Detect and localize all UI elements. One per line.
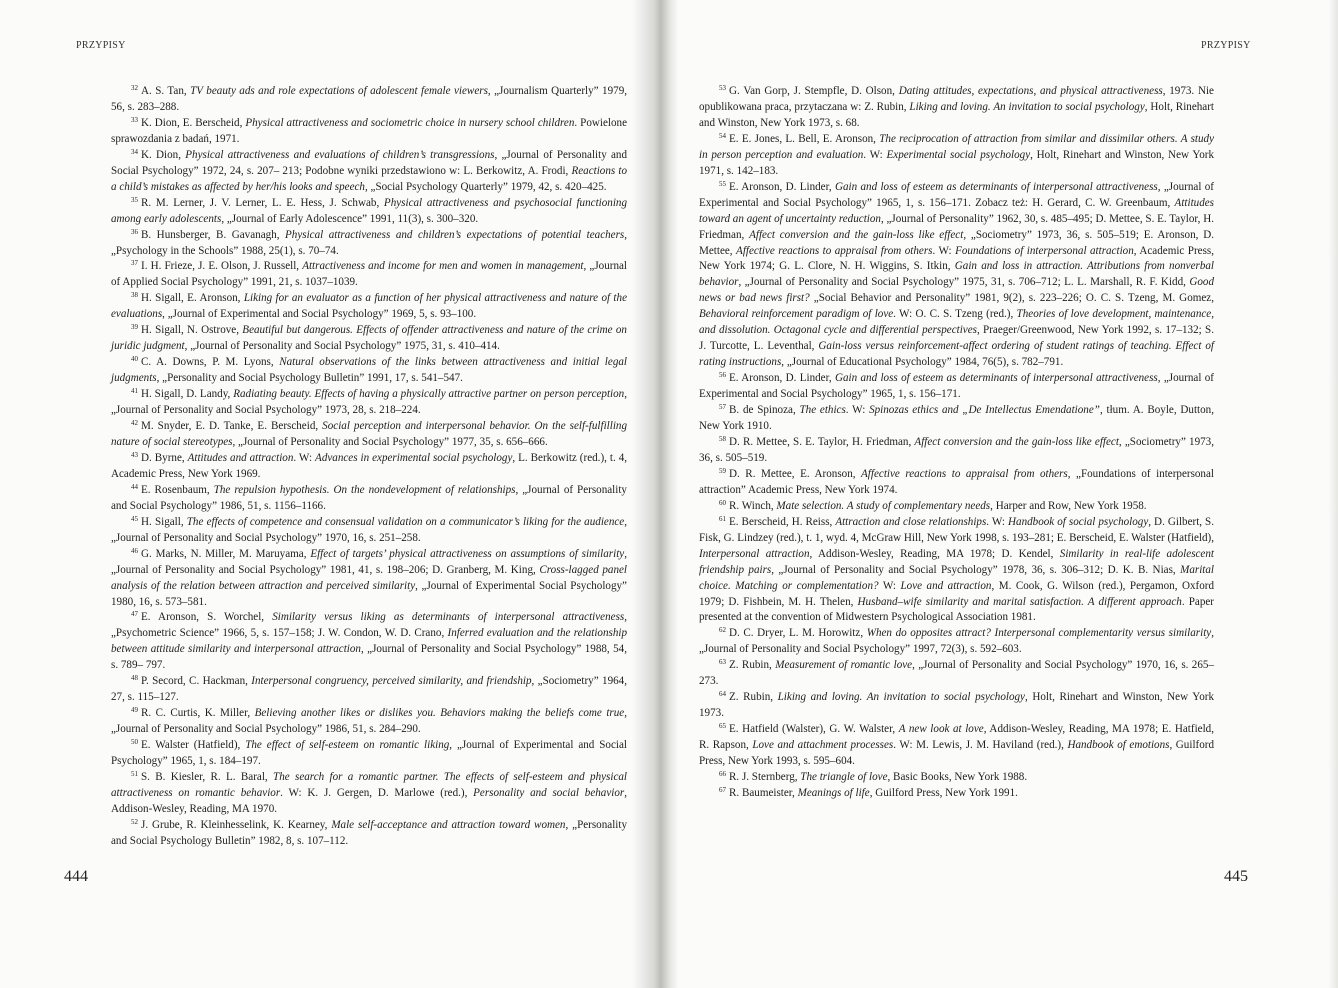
footnote-title: Advances in experimental social psychology <box>315 451 513 464</box>
page-number-left: 444 <box>64 868 88 885</box>
footnote-text: . Powielone sprawozdania z badań, 1971. <box>111 116 627 145</box>
footnote-text: , tłum. A. Boyle, Dutton, New York 1910. <box>699 404 1214 433</box>
footnote <box>699 770 1214 786</box>
footnote <box>699 722 1214 770</box>
footnote-number: 39 <box>131 323 138 332</box>
footnote-text: G. Van Gorp, J. Stempfle, D. Olson, <box>729 85 899 97</box>
footnote-text: , „Journal of Experimental and Social Psychology” 1965, 1, s. 156–171. Zobacz też: H. Gerard, C. W. Greenbaum, <box>699 180 1215 209</box>
footnote-number: 48 <box>131 674 138 683</box>
footnote <box>111 483 627 515</box>
footnote-title: Affective reactions to appraisal from others <box>861 467 1068 480</box>
footnote-title: Believing another likes or dislikes you. Behaviors making the beliefs come true <box>254 707 625 720</box>
footnote-text: , Harper and Row, New York 1958. <box>990 499 1147 512</box>
footnote-text: H. Sigall, E. Aronson, <box>141 292 244 305</box>
footnote <box>111 84 627 116</box>
footnote <box>111 387 627 419</box>
footnote-title: Foundations of interpersonal attraction <box>955 244 1134 257</box>
footnote-title: When do opposites attract? Interpersonal complementarity versus similarity <box>866 627 1212 640</box>
footnote-number: 57 <box>719 403 726 412</box>
footnote-title: Physical attractiveness and sociometric choice in nursery school children <box>245 116 575 129</box>
footnote-number: 65 <box>719 722 726 731</box>
footnote <box>699 786 1214 802</box>
footnote-number: 36 <box>131 227 138 236</box>
footnote <box>699 499 1214 515</box>
footnote-text: . W: <box>293 451 316 464</box>
running-head-left: PRZYPISY <box>76 40 126 51</box>
footnote-text: D. R. Mettee, S. E. Taylor, H. Friedman, <box>729 435 915 448</box>
footnote-number: 37 <box>131 259 138 268</box>
footnote <box>111 116 627 148</box>
footnote-text: , Holt, Rinehart and Winston, New York 1971, s. 142–183. <box>699 148 1215 177</box>
footnote-text: Z. Rubin, <box>729 659 776 672</box>
footnote-title: Theories of love development, maintenance, and dissolution. Octagonal cycle and differential perspectives <box>699 308 1214 337</box>
footnote-title: Experimental social psychology <box>886 148 1031 161</box>
footnote-number: 50 <box>131 738 138 747</box>
footnote-number: 46 <box>131 546 138 555</box>
footnote-title: Love and attachment processes <box>752 739 894 752</box>
footnote-number: 63 <box>719 658 726 667</box>
footnote-title: Spinozas ethics and „De Intellectus Emendatione” <box>869 404 1100 417</box>
footnote-title: Measurement of romantic love <box>775 659 913 672</box>
footnote-title: Physical attractiveness and evaluations of children’s transgressions <box>185 148 495 161</box>
footnote-text: , Addison-Wesley, Reading, MA 1978; E. Hatfield, R. Rapson, <box>699 723 1214 752</box>
footnote-text: , „Foundations of interpersonal attraction” Academic Press, New York 1974. <box>699 467 1214 496</box>
footnote-text: . W: O. C. S. Tzeng (red.), <box>893 308 1017 321</box>
footnote-text: K. Dion, <box>141 148 186 161</box>
footnote-text: E. Rosenbaum, <box>141 483 214 496</box>
footnote-title: Male self-acceptance and attraction toward women <box>331 818 566 831</box>
footnote-number: 55 <box>719 179 726 188</box>
footnote-text: , „Journal of Experimental Social Psychology” 1980, 16, s. 573–581. <box>111 579 627 608</box>
footnote-text: , „Journal of Personality” 1962, 30, s. 485–495; D. Mettee, S. E. Taylor, H. Friedman, <box>699 212 1214 241</box>
footnote-text: , M. Cook, G. Wilson (red.), Pergamon, Oxford 1979; D. Fishbein, M. H. Thelen, <box>699 579 1214 608</box>
page-edge <box>1328 0 1338 988</box>
footnote <box>699 435 1214 467</box>
footnote-text: E. Hatfield (Walster), G. W. Walster, <box>729 723 899 736</box>
footnote-number: 56 <box>719 371 726 380</box>
footnote-title: A new look at love <box>898 723 984 736</box>
footnote-title: Cross-lagged panel analysis of the relation between attraction and perceived similarity <box>111 563 628 592</box>
footnote-text: R. J. Sternberg, <box>729 770 801 783</box>
footnote-text: D. R. Mettee, E. Aronson, <box>729 467 862 480</box>
footnote-number: 38 <box>131 291 138 300</box>
footnote-number: 67 <box>719 785 726 794</box>
footnote-number: 40 <box>131 355 138 364</box>
footnote <box>699 658 1214 690</box>
footnote-title: Liking and loving. An invitation to social psychology <box>777 691 1025 704</box>
footnote-number: 54 <box>719 131 726 140</box>
footnote-text: , „Journal of Personality and Social Psychology” 1977, 35, s. 656–666. <box>232 435 548 448</box>
footnote-title: The repulsion hypothesis. On the nondevelopment of relationships <box>213 483 516 496</box>
footnote-text: , Basic Books, New York 1988. <box>887 770 1028 783</box>
footnote-text: , „Sociometry” 1964, 27, s. 115–127. <box>111 675 627 704</box>
footnote-title: Beautiful but dangerous. Effects of offender attractiveness and nature of the crime on juridic judgment <box>111 324 627 353</box>
footnote-text: , Addison-Wesley, Reading, MA 1978; D. Kendel, <box>809 547 1060 560</box>
footnote-text: H. Sigall, N. Ostrove, <box>141 324 243 337</box>
footnote-text: . W: K. J. Gergen, D. Marlowe (red.), <box>280 786 474 799</box>
footnote-text: M. Snyder, E. D. Tanke, E. Berscheid, <box>141 420 323 433</box>
footnote-title: Gain and loss of esteem as determinants of interpersonal attractiveness <box>834 180 1158 193</box>
footnote-text: , „Journal of Personality and Social Psychology” 1981, 41, s. 198–206; D. Granberg, M. King, <box>111 547 627 576</box>
footnote-text: G. Marks, N. Miller, M. Maruyama, <box>141 547 311 560</box>
footnote-title: Marital choice. Matching or complementation? <box>699 563 1214 592</box>
footnote-text: E. Aronson, D. Linder, <box>729 372 835 385</box>
footnote-text: H. Sigall, <box>141 515 187 528</box>
footnote <box>111 610 627 674</box>
footnote-title: Gain and loss of esteem as determinants of interpersonal attractiveness <box>834 372 1158 385</box>
footnote-number: 62 <box>719 626 726 635</box>
footnote-text: , „Personality and Social Psychology Bulletin” 1991, 17, s. 541–547. <box>156 372 463 385</box>
footnote-number: 51 <box>131 769 138 778</box>
footnote-text: , „Journal of Personality and Social Psychology” 1986, 51, s. 1156–1166. <box>111 483 627 512</box>
footnote-title: Handbook of emotions <box>1067 739 1170 752</box>
footnote-text: , „Journal of Early Adolescence” 1991, 11(3), s. 300–320. <box>221 212 479 225</box>
footnote-title: Meanings of life <box>797 786 870 799</box>
footnote <box>699 180 1214 371</box>
footnote-number: 53 <box>719 84 726 92</box>
footnote-number: 42 <box>131 419 138 428</box>
footnote-text: B. de Spinoza, <box>729 404 800 417</box>
footnote-title: TV beauty ads and role expectations of adolescent female viewers <box>190 85 488 97</box>
footnotes-left <box>111 84 627 850</box>
footnote <box>699 515 1214 627</box>
footnote-title: Natural observations of the links between attractiveness and initial legal judgments <box>111 356 627 385</box>
footnote <box>699 690 1214 722</box>
footnote-title: Behavioral reinforcement paradigm of love <box>699 308 894 321</box>
footnote-title: The effects of competence and consensual validation on a communicator’s liking for the audience <box>186 515 625 528</box>
footnote-text: , „Social Psychology Quarterly” 1979, 42, s. 420–425. <box>364 180 607 193</box>
left-page <box>0 0 652 988</box>
footnote-title: Social perception and interpersonal behavior. On the self-fulfilling nature of social stereotypes <box>111 420 627 448</box>
footnote-text: E. Aronson, S. Worchel, <box>141 611 273 624</box>
footnote-number: 34 <box>131 147 138 156</box>
footnote-text: , 1973. Nie opublikowana praca, przytaczana w: Z. Rubin, <box>699 85 1214 113</box>
footnote-title: Liking and loving. An invitation to social psychology <box>909 100 1145 113</box>
footnote <box>699 626 1214 658</box>
footnote-text: . W: <box>932 244 956 257</box>
footnote-text: , „Journal of Personality and Social Psychology” 1975, 31, s. 706–712; L. L. Marshall, R. F. Kidd, <box>738 276 1190 289</box>
footnote <box>111 770 627 818</box>
footnote-text: , Praeger/Greenwood, New York 1992, s. 17–132; S. J. Turcotte, L. Leventhal, <box>699 324 1214 353</box>
footnote-number: 58 <box>719 434 726 443</box>
footnote-text: A. S. Tan, <box>141 85 191 97</box>
footnote <box>111 148 627 196</box>
footnote-text: , „Personality and Social Psychology Bulletin” 1982, 8, s. 107–112. <box>111 818 627 847</box>
footnote-number: 49 <box>131 706 138 715</box>
footnote <box>699 403 1214 435</box>
footnote <box>111 419 627 451</box>
footnote-title: Gain and loss in attraction. Attributions from nonverbal behavior <box>699 260 1214 289</box>
footnote-title: Attitudes toward an agent of uncertainty reduction <box>699 196 1214 225</box>
footnote-text: E. E. Jones, L. Bell, E. Aronson, <box>729 132 880 145</box>
footnote-text: W: <box>878 579 901 592</box>
footnote-title: Interpersonal attraction <box>699 547 810 560</box>
footnote-number: 64 <box>719 690 726 699</box>
footnote-title: Affect conversion and the gain-loss like effect <box>914 435 1119 448</box>
footnote-title: Good news or bad news first? <box>699 276 1214 305</box>
footnote-text: , „Journal of Personality and Social Psychology” 1997, 72(3), s. 592–603. <box>699 627 1214 656</box>
footnote-title: Gain-loss versus reinforcement-affect ordering of student ratings of teaching. Effect of rating instructions <box>699 340 1214 369</box>
footnote-text: B. Hunsberger, B. Gavanagh, <box>141 228 285 241</box>
footnote-title: Radiating beauty. Effects of having a physically attractive partner on person perception <box>233 388 625 401</box>
page-number-right: 445 <box>1224 868 1248 885</box>
footnote-title: Physical attractiveness and psychosocial functioning among early adolescents <box>111 196 627 225</box>
footnote-title: Handbook of social psychology <box>1008 515 1149 528</box>
footnote-title: Affect conversion and the gain-loss like effect <box>749 228 964 241</box>
footnote-title: The triangle of love <box>800 770 888 783</box>
footnote-text: R. M. Lerner, J. V. Lerner, L. E. Hess, J. Schwab, <box>141 196 384 209</box>
footnote-title: Inferred evaluation and the relationship between attitude similarity and interpersonal attraction <box>111 627 627 656</box>
footnote-text: , Academic Press, New York 1974; G. L. Clore, N. H. Wiggins, S. Itkin, <box>699 244 1214 273</box>
footnote-text: P. Secord, C. Hackman, <box>141 675 252 688</box>
footnote-title: Husband–wife similarity and marital satisfaction. A different approach <box>857 595 1182 608</box>
footnote-title: Effect of targets’ physical attractiveness on assumptions of similarity <box>310 547 625 560</box>
footnote-text: , „Journal of Experimental and Social Psychology” 1969, 5, s. 93–100. <box>162 308 477 321</box>
footnote-title: Dating attitudes, expectations, and physical attractiveness <box>898 85 1163 97</box>
running-head-right: PRZYPISY <box>1201 40 1251 51</box>
footnote-text: I. H. Frieze, J. E. Olson, J. Russell, <box>141 260 303 273</box>
footnote-text: , „Journal of Educational Psychology” 1984, 76(5), s. 782–791. <box>781 356 1064 369</box>
footnote-text: R. C. Curtis, K. Miller, <box>141 707 255 720</box>
footnote-text: . W: M. Lewis, J. M. Haviland (red.), <box>893 739 1068 752</box>
footnote-number: 33 <box>131 115 138 124</box>
footnote <box>699 132 1214 180</box>
footnote-text: S. B. Kiesler, R. L. Baral, <box>141 770 274 783</box>
footnote-number: 44 <box>131 482 138 491</box>
footnote-number: 66 <box>719 769 726 778</box>
footnote-text: , L. Berkowitz (red.), t. 4, Academic Press, New York 1969. <box>111 451 628 480</box>
footnote-number: 43 <box>131 450 138 459</box>
footnote-text: „Social Behavior and Personality” 1981, 9(2), s. 223–226; O. C. S. Tzeng, M. Gomez, <box>809 292 1214 305</box>
footnote <box>111 196 627 228</box>
footnote <box>699 371 1214 403</box>
footnote-text: , „Sociometry” 1973, 36, s. 505–519; E. Aronson, D. Mettee, <box>699 228 1214 257</box>
footnote-number: 59 <box>719 466 726 475</box>
footnote <box>111 515 627 547</box>
footnote-text: . Paper presented at the convention of Midwestern Psychological Association 1981. <box>699 595 1215 624</box>
footnote-title: Liking for an evaluator as a function of her physical attractiveness and nature of the evaluations <box>111 292 627 321</box>
footnote-text: , Addison-Wesley, Reading, MA 1970. <box>111 786 627 815</box>
footnote-text: , „Journal of Experimental and Social Psychology” 1965, 1, s. 156–171. <box>699 372 1215 401</box>
footnote-text: , „Journal of Personality and Social Psychology” 1970, 16, s. 251–258. <box>111 515 627 544</box>
footnote-text: , „Psychometric Science” 1966, 5, s. 157–158; J. W. Condon, W. D. Crano, <box>111 611 627 640</box>
footnote-text: Z. Rubin, <box>729 691 778 704</box>
footnote <box>111 547 627 611</box>
footnote-title: Affective reactions to appraisal from others <box>736 244 933 257</box>
footnote-number: 45 <box>131 514 138 523</box>
footnote <box>111 323 627 355</box>
footnote-text: D. C. Dryer, L. M. Horowitz, <box>729 627 867 640</box>
footnote-text: , Guilford Press, New York 1993, s. 595–604. <box>699 739 1215 768</box>
footnote-text: , D. Gilbert, S. Fisk, G. Lindzey (red.), t. 1, wyd. 4, McGraw Hill, New York 1998, s. 193–281; E. Berscheid, E. Walster (Hatfield), <box>699 515 1214 544</box>
footnote <box>111 451 627 483</box>
footnote-title: Personality and social behavior <box>473 786 625 799</box>
footnote-title: Attitudes and attraction <box>187 451 294 464</box>
footnote <box>111 228 627 260</box>
footnote-text: R. Baumeister, <box>729 786 798 799</box>
footnote-text: , „Journal of Applied Social Psychology” 1991, 21, s. 1037–1039. <box>111 260 627 289</box>
footnote-text: , „Journal of Personality and Social Psychology” 1988, 54, s. 789– 797. <box>111 643 627 672</box>
footnote-title: Physical attractiveness and children’s expectations of potential teachers <box>285 228 625 241</box>
footnote-text: C. A. Downs, P. M. Lyons, <box>141 356 280 369</box>
footnote <box>111 355 627 387</box>
footnote-title: Love and attraction <box>900 579 992 592</box>
footnote-title: The search for a romantic partner. The effects of self-esteem and physical attractiveness on romantic behavior <box>111 770 627 799</box>
footnote-title: Attraction and close relationships <box>835 515 987 528</box>
footnote-text: , „Journalism Quarterly” 1979, 56, s. 283–288. <box>111 85 628 113</box>
footnote-text: K. Dion, E. Berscheid, <box>141 116 246 129</box>
footnote-text: , „Journal of Personality and Social Psychology” 1972, 24, s. 207– 213; Podobne wyniki przedstawiono w: L. Berkowitz, A. Frodi, <box>111 148 628 177</box>
footnote-text: . W: <box>863 148 887 161</box>
footnote-text: J. Grube, R. Kleinhesselink, K. Kearney, <box>141 818 332 831</box>
footnote-number: 60 <box>719 498 726 507</box>
footnote <box>111 259 627 291</box>
footnote-title: Attractiveness and income for men and women in management <box>302 260 584 273</box>
footnote <box>111 674 627 706</box>
footnote-text: H. Sigall, D. Landy, <box>141 388 234 401</box>
footnote-text: , „Journal of Personality and Social Psychology” 1973, 28, s. 218–224. <box>111 388 627 417</box>
footnote <box>699 467 1214 499</box>
footnote-text: . W: <box>986 515 1009 528</box>
footnote-title: Similarity in real-life adolescent friendship pairs <box>699 547 1214 576</box>
footnote-title: Reactions to a child’s mistakes as affected by her/his looks and speech <box>111 164 627 193</box>
footnote-text: E. Walster (Hatfield), <box>141 739 246 752</box>
footnote-number: 52 <box>131 817 138 826</box>
footnote-text: , „Journal of Personality and Social Psychology” 1975, 31, s. 410–414. <box>184 340 500 353</box>
footnote-text: , „Sociometry” 1973, 36, s. 505–519. <box>699 435 1214 464</box>
footnote <box>111 818 627 850</box>
footnote-title: Mate selection. A study of complementary needs <box>776 499 991 512</box>
footnote-text: , „Journal of Personality and Social Psychology” 1970, 16, s. 265–273. <box>699 659 1214 688</box>
footnote-title: Similarity versus liking as determinants of interpersonal attractiveness <box>272 611 625 624</box>
footnote-text: , „Journal of Personality and Social Psychology” 1986, 51, s. 284–290. <box>111 707 628 736</box>
footnote <box>111 291 627 323</box>
right-page <box>678 0 1338 988</box>
footnote-number: 61 <box>719 514 726 523</box>
footnote <box>699 84 1214 132</box>
footnote-text: , „Journal of Experimental and Social Psychology” 1965, 1, s. 184–197. <box>111 739 627 768</box>
book-gutter-shadow <box>632 0 680 988</box>
footnote-title: The effect of self-esteem on romantic liking <box>245 739 450 752</box>
footnote <box>111 706 627 738</box>
footnote <box>111 738 627 770</box>
footnote-text: , „Journal of Personality and Social Psychology” 1978, 36, s. 306–312; D. K. B. Nias, <box>771 563 1181 576</box>
footnote-number: 32 <box>131 84 138 92</box>
footnote-title: Interpersonal congruency, perceived similarity, and friendship <box>251 675 532 688</box>
footnote-number: 41 <box>131 387 138 396</box>
footnotes-right <box>699 84 1214 802</box>
footnote-text: E. Aronson, D. Linder, <box>729 180 835 193</box>
footnote-text: , Holt, Rinehart and Winston, New York 1973. <box>699 691 1214 720</box>
footnote-text: . W: <box>845 404 870 417</box>
footnote-text: , Guilford Press, New York 1991. <box>869 786 1018 799</box>
footnote-title: The ethics <box>799 404 846 417</box>
footnote-text: E. Berscheid, H. Reiss, <box>729 515 836 528</box>
footnote-number: 47 <box>131 610 138 619</box>
footnote-text: , „Psychology in the Schools” 1988, 25(1), s. 70–74. <box>111 228 628 257</box>
footnote-title: The reciprocation of attraction from similar and dissimilar others. A study in person perception and evaluation <box>699 132 1214 161</box>
footnote-text: D. Byrne, <box>141 451 188 464</box>
footnote-number: 35 <box>131 195 138 204</box>
footnote-text: R. Winch, <box>729 499 777 512</box>
footnote-text: , Holt, Rinehart and Winston, New York 1973, s. 68. <box>699 100 1214 129</box>
